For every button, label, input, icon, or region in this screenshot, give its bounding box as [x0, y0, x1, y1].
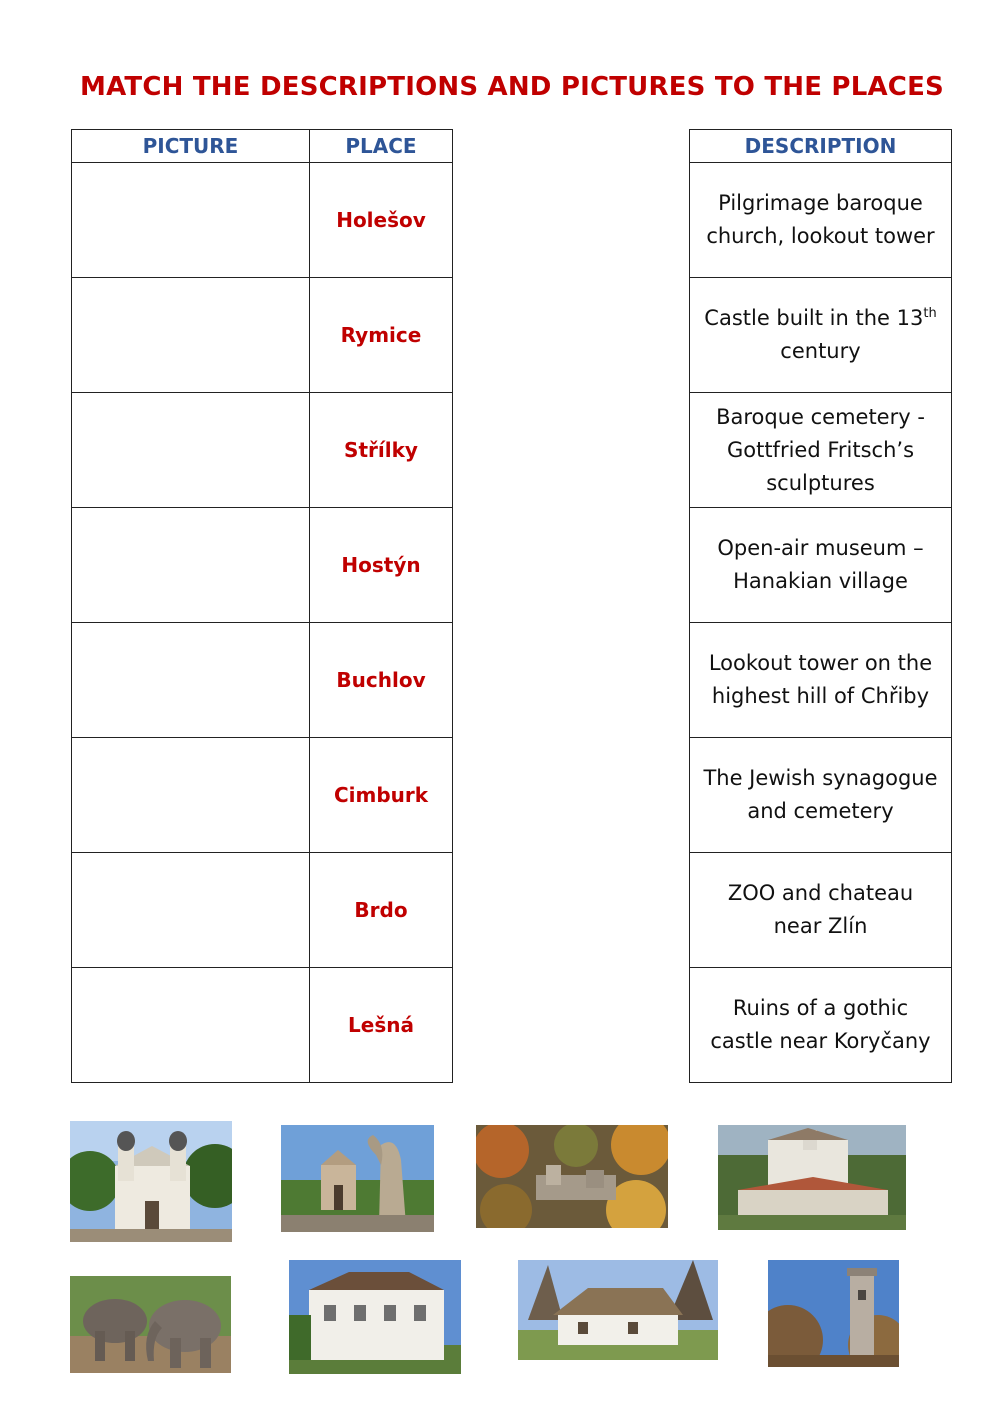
place-label: Hostýn [310, 508, 453, 623]
description-line: castle near Koryčany [710, 1029, 931, 1053]
place-label: Holešov [310, 163, 453, 278]
description-line: and cemetery [747, 799, 894, 823]
picture-drop-slot[interactable] [72, 968, 310, 1083]
description-card[interactable] [690, 623, 952, 738]
place-label: Lešná [310, 968, 453, 1083]
description-line: church, lookout tower [706, 224, 935, 248]
description-line: Castle built in the 13 [704, 306, 924, 330]
elephants-photo[interactable] [70, 1276, 231, 1373]
baroque-church-photo[interactable] [70, 1121, 232, 1242]
description-card[interactable] [690, 508, 952, 623]
place-label: Brdo [310, 853, 453, 968]
description-line: Pilgrimage baroque [718, 191, 923, 215]
description-line: Gottfried Fritsch’s [726, 437, 915, 462]
description-line: ZOO and chateau [727, 881, 914, 905]
description-line: century [780, 339, 861, 363]
worksheet-title: MATCH THE DESCRIPTIONS AND PICTURES TO THE PLACES [80, 72, 944, 102]
picture-place-table [71, 129, 453, 1083]
place-label: Rymice [310, 278, 453, 393]
place-label: Cimburk [310, 738, 453, 853]
description-line: Hanakian village [733, 569, 908, 593]
picture-drop-slot[interactable] [72, 853, 310, 968]
castle-ruins-photo[interactable] [476, 1125, 668, 1228]
picture-drop-slot[interactable] [72, 738, 310, 853]
lookout-tower-photo[interactable] [768, 1260, 899, 1367]
description-line: Ruins of a gothic [732, 996, 909, 1020]
place-label: Střílky [310, 393, 453, 508]
picture-drop-slot[interactable] [72, 508, 310, 623]
description-card[interactable] [690, 968, 952, 1083]
picture-header: PICTURE [72, 130, 310, 163]
description-line: sculptures [766, 470, 875, 495]
description-table [689, 129, 952, 1083]
hilltop-castle-photo[interactable] [718, 1125, 906, 1230]
description-header: DESCRIPTION [690, 130, 952, 163]
picture-drop-slot[interactable] [72, 393, 310, 508]
description-line: The Jewish synagogue [703, 766, 938, 790]
thatched-cottage-photo[interactable] [518, 1260, 718, 1360]
picture-drop-slot[interactable] [72, 163, 310, 278]
description-card[interactable] [690, 163, 952, 278]
description-line: Open-air museum – [717, 536, 924, 560]
description-line: near Zlín [773, 914, 868, 938]
description-card[interactable] [690, 738, 952, 853]
description-card[interactable] [690, 393, 952, 508]
place-header: PLACE [310, 130, 453, 163]
description-line: highest hill of Chřiby [711, 684, 930, 708]
picture-drop-slot[interactable] [72, 278, 310, 393]
superscript: th [923, 306, 937, 321]
cemetery-sculpture-photo[interactable] [281, 1125, 434, 1232]
place-label: Buchlov [310, 623, 453, 738]
description-line: Baroque cemetery - [716, 404, 925, 429]
synagogue-building-photo[interactable] [289, 1260, 461, 1374]
description-card[interactable] [690, 278, 952, 393]
description-line: Lookout tower on the [708, 651, 933, 675]
description-card[interactable] [690, 853, 952, 968]
picture-drop-slot[interactable] [72, 623, 310, 738]
